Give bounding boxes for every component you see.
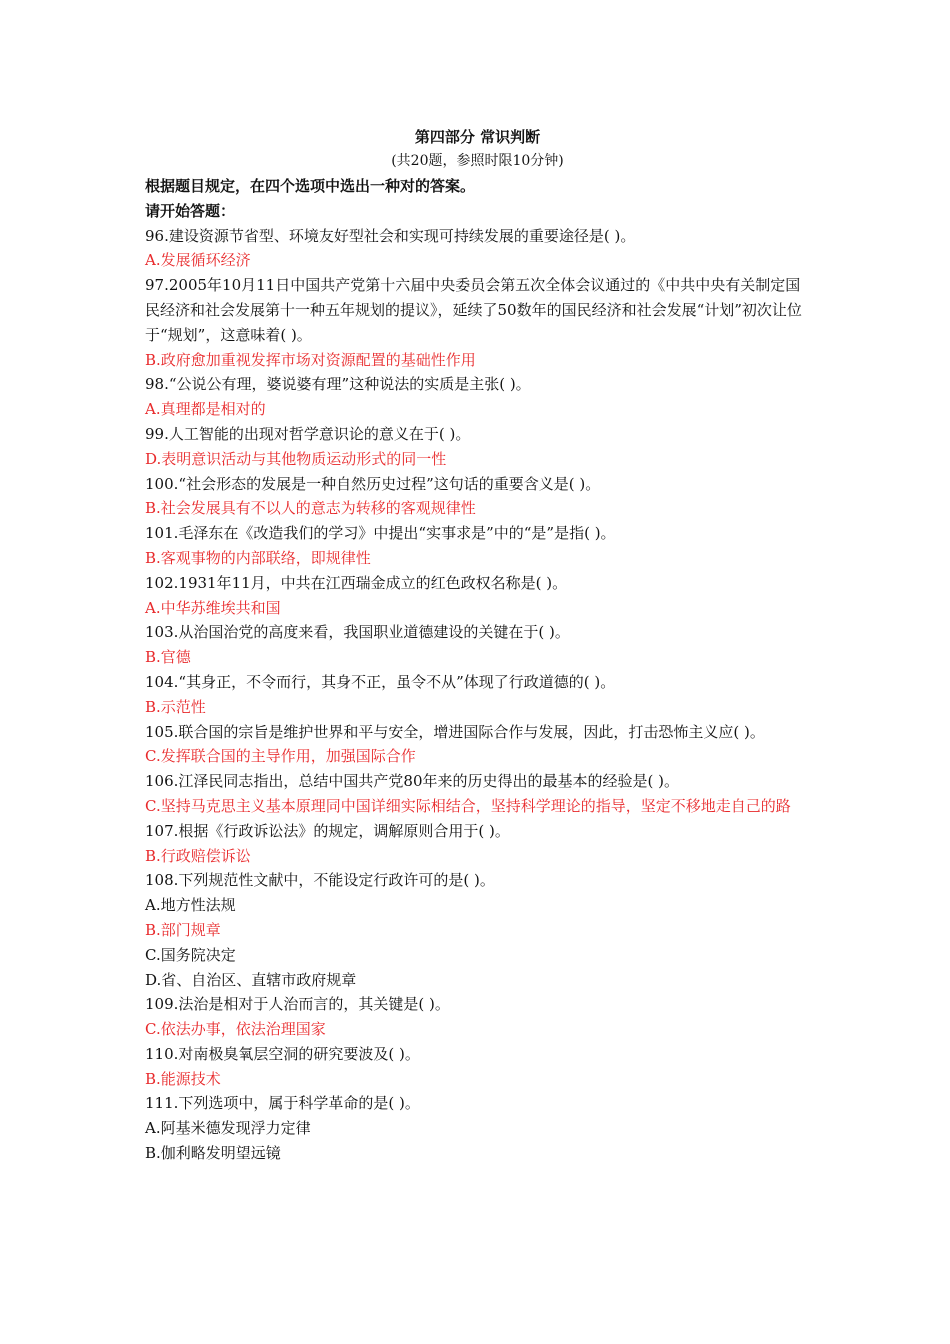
instruction-line: 根据题目规定，在四个选项中选出一种对的答案。 bbox=[145, 177, 476, 195]
question-text: 96.建设资源节省型、环境友好型社会和实现可持续发展的重要途径是( )。 bbox=[145, 226, 636, 245]
question-text: 107.根据《行政诉讼法》的规定，调解原则合用于( )。 bbox=[145, 821, 510, 840]
answer-option: C.国务院决定 bbox=[145, 945, 236, 964]
question-text: 101.毛泽东在《改造我们的学习》中提出“实事求是”中的“是”是指( )。 bbox=[145, 524, 616, 543]
answer-option: A.地方性法规 bbox=[145, 896, 236, 915]
question-text: 99.人工智能的出现对哲学意识论的意义在于( )。 bbox=[145, 424, 471, 443]
section-subtitle: (共20题，参照时限10分钟) bbox=[391, 153, 564, 169]
question-text: 110.对南极臭氧层空洞的研究要波及( )。 bbox=[145, 1044, 420, 1063]
answer-option-highlighted: A.中华苏维埃共和国 bbox=[145, 598, 281, 617]
question-text: 103.从治国治党的高度来看，我国职业道德建设的关键在于( )。 bbox=[145, 623, 570, 642]
answer-option-highlighted: C.坚持马克思主义基本原理同中国详细实际相结合，坚持科学理论的指导，坚定不移地走自己的路 bbox=[145, 796, 791, 815]
answer-option-highlighted: D.表明意识活动与其他物质运动形式的同一性 bbox=[145, 449, 447, 468]
answer-option-highlighted: B.社会发展具有不以人的意志为转移的客观规律性 bbox=[145, 499, 476, 518]
start-prompt: 请开始答题： bbox=[145, 201, 236, 220]
answer-option-highlighted: B.能源技术 bbox=[145, 1069, 221, 1088]
answer-option-highlighted: B.政府愈加重视发挥市场对资源配置的基础性作用 bbox=[145, 350, 476, 369]
question-text: 97.2005年10月11日中国共产党第十六届中央委员会第五次全体会议通过的《中共中央有关制定国民经济和社会发展第十一种五年规划的提议》，延续了50数年的国民经济和社会发展“计划”初次让位于“规划”，这意味着( )。 bbox=[145, 276, 802, 344]
answer-option-highlighted: B.部门规章 bbox=[145, 920, 221, 939]
section-title: 第四部分 常识判断 bbox=[414, 128, 541, 146]
answer-option: D.省、自治区、直辖市政府规章 bbox=[145, 970, 357, 989]
answer-option-highlighted: B.客观事物的内部联络，即规律性 bbox=[145, 548, 371, 567]
answer-option-highlighted: C.依法办事，依法治理国家 bbox=[145, 1020, 326, 1039]
question-text: 108.下列规范性文献中，不能设定行政许可的是( )。 bbox=[145, 871, 495, 890]
answer-option: A.阿基米德发现浮力定律 bbox=[145, 1119, 311, 1138]
document-content bbox=[145, 125, 810, 1166]
answer-option-highlighted: C.发挥联合国的主导作用，加强国际合作 bbox=[145, 747, 416, 766]
question-list bbox=[145, 224, 810, 1166]
question-text: 100.“社会形态的发展是一种自然历史过程”这句话的重要含义是( )。 bbox=[145, 474, 601, 493]
answer-option-highlighted: B.行政赔偿诉讼 bbox=[145, 846, 251, 865]
answer-option-highlighted: B.示范性 bbox=[145, 697, 206, 716]
question-text: 111.下列选项中，属于科学革命的是( )。 bbox=[145, 1094, 420, 1113]
question-text: 104.“其身正，不令而行，其身不正，虽令不从”体现了行政道德的( )。 bbox=[145, 672, 616, 691]
answer-option: B.伽利略发明望远镜 bbox=[145, 1144, 281, 1163]
answer-option-highlighted: A.真理都是相对的 bbox=[145, 400, 266, 419]
answer-option-highlighted: B.官德 bbox=[145, 648, 191, 667]
question-text: 102.1931年11月，中共在江西瑞金成立的红色政权名称是( )。 bbox=[145, 573, 568, 592]
question-text: 98.“公说公有理，婆说婆有理”这种说法的实质是主张( )。 bbox=[145, 375, 531, 394]
answer-option-highlighted: A.发展循环经济 bbox=[145, 251, 251, 270]
question-text: 109.法治是相对于人治而言的，其关键是( )。 bbox=[145, 995, 450, 1014]
question-text: 105.联合国的宗旨是维护世界和平与安全，增进国际合作与发展，因此，打击恐怖主义应( )。 bbox=[145, 722, 765, 741]
question-text: 106.江泽民同志指出，总结中国共产党80年来的历史得出的最基本的经验是( )。 bbox=[145, 772, 679, 791]
